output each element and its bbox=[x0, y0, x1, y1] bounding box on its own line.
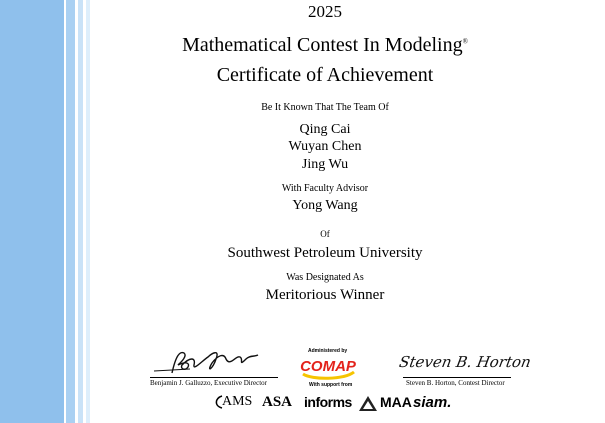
team-intro: Be It Known That The Team Of bbox=[261, 102, 389, 113]
of-label: Of bbox=[320, 229, 330, 239]
administered-by-label: Administered by bbox=[308, 348, 348, 354]
contest-director-signature-text: Steven B. Horton bbox=[397, 353, 533, 371]
university-name: Southwest Petroleum University bbox=[227, 245, 423, 261]
asa-logo: ASA bbox=[262, 394, 293, 410]
contest-director-signature bbox=[397, 347, 533, 375]
team-member: Wuyan Chen bbox=[288, 139, 362, 154]
certificate-year: 2025 bbox=[308, 2, 342, 21]
signature-line-left bbox=[150, 377, 278, 378]
with-support-label: With support from bbox=[309, 382, 353, 388]
siam-logo: siam. bbox=[413, 394, 452, 411]
executive-director-name: Benjamin J. Galluzzo, Executive Director bbox=[150, 379, 268, 387]
award-designation: Meritorious Winner bbox=[265, 287, 385, 303]
informs-logo: informs bbox=[304, 394, 352, 410]
team-member: Qing Cai bbox=[299, 122, 351, 137]
contest-director-name: Steven B. Horton, Contest Director bbox=[406, 379, 505, 387]
faculty-advisor: Yong Wang bbox=[292, 198, 358, 213]
advisor-intro: With Faculty Advisor bbox=[281, 183, 369, 194]
contest-name bbox=[90, 34, 560, 57]
executive-director-signature bbox=[150, 347, 280, 375]
designation-intro: Was Designated As bbox=[286, 272, 364, 283]
ams-logo: AMS bbox=[222, 394, 253, 409]
border-stripe-3 bbox=[78, 0, 83, 423]
certificate-title: Certificate of Achievement bbox=[216, 64, 434, 86]
signature-line-right bbox=[403, 377, 511, 378]
contest-name-text: Mathematical Contest In Modeling bbox=[182, 34, 463, 56]
border-stripe-2 bbox=[66, 0, 75, 423]
team-member: Jing Wu bbox=[301, 157, 349, 172]
maa-logo: MAA bbox=[380, 394, 412, 410]
comap-logo-text: COMAP bbox=[300, 358, 356, 375]
comap-logo bbox=[300, 354, 356, 380]
maa-icon bbox=[358, 395, 378, 412]
registered-mark: ® bbox=[462, 37, 468, 46]
border-stripe-wide bbox=[0, 0, 64, 423]
